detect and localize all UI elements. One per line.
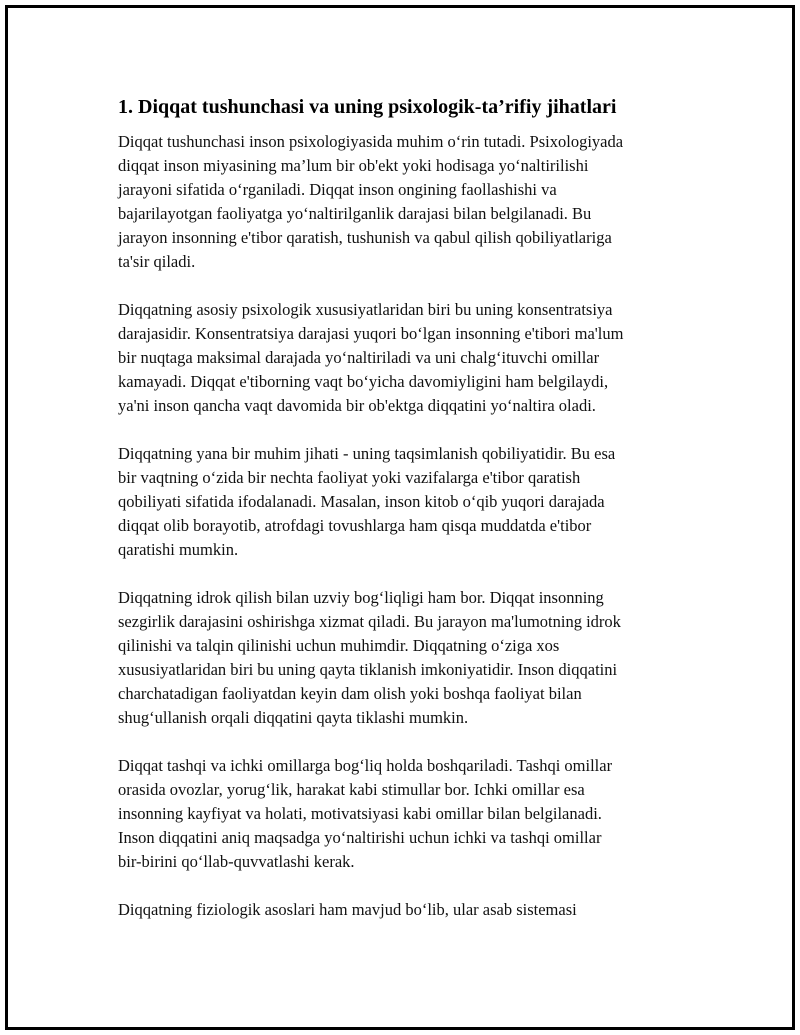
text-line: bajarilayotgan faoliyatga yo‘naltirilganlik darajasi bilan belgilanadi. Bu xyxy=(118,204,592,223)
text-line: bir nuqtaga maksimal darajada yo‘naltiriladi va uni chalg‘ituvchi omillar xyxy=(118,348,600,367)
text-line: jarayoni sifatida o‘rganiladi. Diqqat inson ongining faollashishi va xyxy=(118,180,557,199)
text-line: ta'sir qiladi. xyxy=(118,252,196,271)
text-line: orasida ovozlar, yorug‘lik, harakat kabi stimullar bor. Ichki omillar esa xyxy=(118,780,585,799)
text-line: qobiliyati sifatida ifodalanadi. Masalan, inson kitob o‘qib yuqori darajada xyxy=(118,492,605,511)
paragraph-4 xyxy=(118,586,688,730)
text-line: ya'ni inson qancha vaqt davomida bir ob'ektga diqqatini yo‘naltira oladi. xyxy=(118,396,596,415)
text-line: insonning kayfiyat va holati, motivatsiyasi kabi omillar bilan belgilanadi. xyxy=(118,804,602,823)
paragraph-1 xyxy=(118,130,688,274)
text-line: Diqqatning yana bir muhim jihati - uning taqsimlanish qobiliyatidir. Bu esa xyxy=(118,444,616,463)
text-line: Diqqat tashqi va ichki omillarga bog‘liq holda boshqariladi. Tashqi omillar xyxy=(118,756,613,775)
text-line: Diqqatning fiziologik asoslari ham mavjud bo‘lib, ular asab sistemasi xyxy=(118,900,577,919)
paragraph-5 xyxy=(118,754,688,874)
text-line: qaratishi mumkin. xyxy=(118,540,239,559)
text-line: xususiyatlaridan biri bu uning qayta tiklanish imkoniyatidir. Inson diqqatini xyxy=(118,660,618,679)
text-line: darajasidir. Konsentratsiya darajasi yuqori bo‘lgan insonning e'tibori ma'lum xyxy=(118,324,624,343)
text-line: Diqqat tushunchasi inson psixologiyasida muhim o‘rin tutadi. Psixologiyada xyxy=(118,132,624,151)
text-line: jarayon insonning e'tibor qaratish, tushunish va qabul qilish qobiliyatlariga xyxy=(118,228,612,247)
text-line: diqqat inson miyasining ma’lum bir ob'ekt yoki hodisaga yo‘naltirilishi xyxy=(118,156,589,175)
text-line: bir-birini qo‘llab-quvvatlashi kerak. xyxy=(118,852,355,871)
text-line: kamayadi. Diqqat e'tiborning vaqt bo‘yicha davomiyligini ham belgilaydi, xyxy=(118,372,609,391)
section-heading: 1. Diqqat tushunchasi va uning psixologik-ta’rifiy jihatlari xyxy=(118,96,617,118)
paragraph-3 xyxy=(118,442,688,562)
text-line: diqqat olib borayotib, atrofdagi tovushlarga ham qisqa muddatda e'tibor xyxy=(118,516,592,535)
text-line: shug‘ullanish orqali diqqatini qayta tiklashi mumkin. xyxy=(118,708,469,727)
document-body xyxy=(118,94,688,946)
text-line: sezgirlik darajasini oshirishga xizmat qiladi. Bu jarayon ma'lumotning idrok xyxy=(118,612,621,631)
paragraph-6 xyxy=(118,898,688,922)
text-line: Inson diqqatini aniq maqsadga yo‘naltirishi uchun ichki va tashqi omillar xyxy=(118,828,602,847)
text-line: bir vaqtning o‘zida bir nechta faoliyat yoki vazifalarga e'tibor qaratish xyxy=(118,468,581,487)
text-line: Diqqatning idrok qilish bilan uzviy bog‘liqligi ham bor. Diqqat insonning xyxy=(118,588,604,607)
text-line: Diqqatning asosiy psixologik xususiyatlaridan biri bu uning konsentratsiya xyxy=(118,300,613,319)
text-line: qilinishi va talqin qilinishi uchun muhimdir. Diqqatning o‘ziga xos xyxy=(118,636,560,655)
text-line: charchatadigan faoliyatdan keyin dam olish yoki boshqa faoliyat bilan xyxy=(118,684,582,703)
paragraph-2 xyxy=(118,298,688,418)
